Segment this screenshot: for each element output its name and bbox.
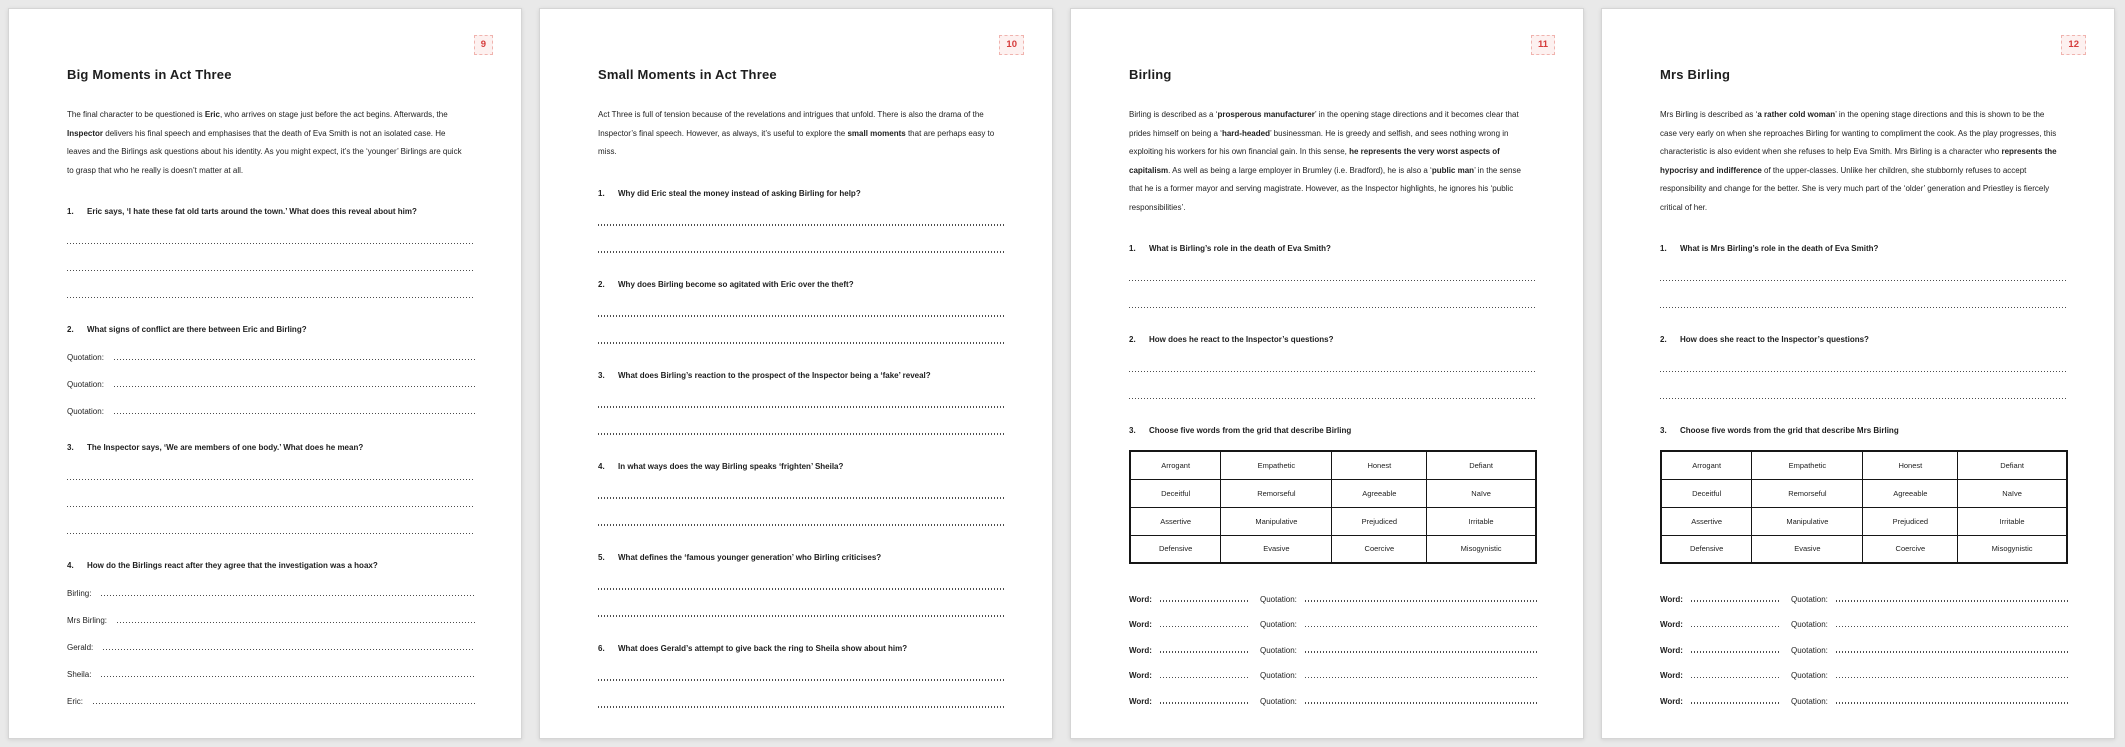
word-grid-row (1130, 535, 1536, 563)
dotted-rule (598, 615, 1006, 616)
word-grid-cell: Assertive (1130, 507, 1221, 535)
question (67, 560, 475, 571)
word-quotation-row (1129, 680, 1537, 706)
question (598, 279, 1006, 290)
dotted-rule (1691, 702, 1779, 703)
dotted-rule (67, 479, 475, 480)
dotted-rule (1691, 600, 1779, 601)
answer-line (598, 590, 1006, 617)
answer-label: Quotation: (67, 353, 104, 362)
dotted-rule (1660, 398, 2068, 399)
page-number-badge: 9 (474, 35, 493, 55)
paragraph-segment: The final character to be questioned is (67, 110, 205, 119)
paragraph-segment: hard-headed (1221, 128, 1270, 138)
dotted-rule (1160, 702, 1248, 703)
word-quotation-section (1129, 578, 1537, 706)
paragraph-segment: small moments (847, 128, 906, 138)
dotted-rule (1836, 677, 2068, 678)
dotted-rule (1660, 371, 2068, 372)
word-grid-cell: Empathetic (1752, 451, 1863, 479)
question-number: 3. (1660, 426, 1667, 435)
word-grid-cell: Empathetic (1221, 451, 1332, 479)
answer-label: Gerald: (67, 643, 94, 652)
dotted-rule (101, 676, 475, 677)
word-grid-row (1130, 507, 1536, 535)
word-grid-cell: Honest (1332, 451, 1427, 479)
paragraph-segment: Mrs Birling is described as ‘ (1660, 110, 1758, 119)
question-number: 4. (598, 461, 605, 471)
question-text: Why did Eric steal the money instead of asking Birling for help? (618, 188, 861, 198)
word-grid-cell: Agreeable (1863, 479, 1958, 507)
word-label: Word: (1129, 696, 1152, 706)
quotation-label: Quotation: (1790, 671, 1828, 680)
dotted-rule (1129, 398, 1537, 399)
word-grid-row (1661, 507, 2067, 535)
dotted-rule (598, 406, 1006, 407)
word-quotation-row (1129, 604, 1537, 630)
page-number-badge: 10 (999, 35, 1024, 55)
dotted-rule (67, 297, 475, 298)
word-grid-row (1661, 451, 2067, 479)
word-label: Word: (1660, 620, 1683, 629)
answer-label: Eric: (67, 697, 83, 706)
dotted-rule (1305, 651, 1537, 652)
question-number: 3. (598, 370, 605, 380)
answer-label: Birling: (67, 589, 92, 598)
word-label: Word: (1129, 594, 1152, 604)
answer-line (598, 563, 1006, 590)
question-text: In what ways does the way Birling speaks ‘frighten’ Sheila? (618, 461, 844, 471)
word-grid-cell: Arrogant (1661, 451, 1752, 479)
answer-line (67, 453, 475, 480)
paragraph-segment: he represents the very worst aspects of capitalism (1129, 147, 1500, 175)
word-grid-cell: Remorseful (1752, 479, 1863, 507)
labeled-answer-row (67, 625, 475, 652)
page-title: Birling (1129, 67, 1172, 82)
question-number: 2. (67, 325, 74, 334)
question-text: The Inspector says, ‘We are members of one body.’ What does he mean? (87, 443, 364, 452)
question-text: Why does Birling become so agitated with Eric over the theft? (618, 279, 854, 289)
question-number: 3. (1129, 426, 1136, 435)
answer-line (598, 381, 1006, 408)
word-quotation-row (1660, 578, 2068, 604)
question (598, 643, 1006, 654)
question (598, 370, 1006, 381)
question-text: What is Mrs Birling’s role in the death of Eva Smith? (1680, 244, 1879, 253)
question-text: What does Gerald’s attempt to give back the ring to Sheila show about him? (618, 643, 908, 653)
paragraph-segment: of the upper-classes. Unlike her children, she stubbornly refuses to accept responsibility and change for the better. She is very much part of the ‘older’ generation and Priestley is fiercely critical of her. (1660, 165, 2050, 212)
intro-paragraph (67, 106, 465, 180)
question-number: 1. (1129, 244, 1136, 253)
word-grid-cell: Assertive (1661, 507, 1752, 535)
answer-line (1129, 345, 1537, 372)
answer-label: Mrs Birling: (67, 616, 108, 625)
intro-paragraph (1129, 106, 1527, 217)
dotted-rule (598, 679, 1006, 680)
answer-line (1660, 372, 2068, 399)
dotted-rule (1836, 702, 2068, 703)
dotted-rule (598, 524, 1006, 525)
word-grid-cell: Evasive (1752, 535, 1863, 563)
dotted-rule (114, 386, 475, 387)
word-quotation-row (1660, 680, 2068, 706)
question-text: How does he react to the Inspector’s questions? (1149, 335, 1334, 344)
paragraph-segment: ’ businessman. He is greedy and selfish, and sees nothing wrong in exploiting his workers for his own financial gain. In this sense, (1129, 128, 1509, 156)
answer-line (1660, 254, 2068, 281)
intro-paragraph (1660, 106, 2058, 217)
labeled-answer-row (67, 571, 475, 598)
dotted-rule (67, 506, 475, 507)
word-quotation-row (1660, 655, 2068, 681)
word-grid-cell: Agreeable (1332, 479, 1427, 507)
answer-line (67, 244, 475, 271)
dotted-rule (101, 595, 475, 596)
dotted-rule (598, 342, 1006, 343)
word-grid-cell: Manipulative (1221, 507, 1332, 535)
labeled-answer-row (67, 389, 475, 416)
quotation-label: Quotation: (1259, 620, 1297, 629)
question (1129, 334, 1537, 345)
quotation-label: Quotation: (1259, 671, 1297, 680)
paragraph-segment: , who arrives on stage just before the act begins. Afterwards, the (219, 110, 448, 119)
dotted-rule (1160, 651, 1248, 652)
question-number: 4. (67, 561, 74, 570)
word-grid-cell: Naïve (1427, 479, 1536, 507)
paragraph-segment: represents the hypocrisy and indifference (1660, 147, 2057, 175)
word-grid-cell: Coercive (1332, 535, 1427, 563)
dotted-rule (67, 533, 475, 534)
answer-line (67, 480, 475, 507)
question-number: 3. (67, 443, 74, 452)
question (1660, 243, 2068, 254)
dotted-rule (1836, 600, 2068, 601)
dotted-rule (67, 243, 475, 244)
answer-line (1129, 372, 1537, 399)
paragraph-segment: . As well as being a large employer in Brumley (i.e. Bradford), he is also a ‘ (1168, 165, 1432, 175)
word-grid-cell: Irritable (1958, 507, 2067, 535)
dotted-rule (1836, 651, 2068, 652)
paragraph-segment: prosperous manufacturer (1217, 110, 1315, 119)
word-quotation-row (1129, 629, 1537, 655)
page-title: Small Moments in Act Three (598, 67, 777, 82)
word-grid-cell: Defensive (1130, 535, 1221, 563)
question (67, 206, 475, 217)
word-label: Word: (1660, 696, 1683, 706)
paragraph-segment: ’ in the sense that he is a former mayor and serving magistrate. However, as the Inspector highlights, he ignores his ‘public responsibilities’. (1129, 165, 1521, 212)
answer-line (598, 199, 1006, 226)
word-grid-cell: Coercive (1863, 535, 1958, 563)
paragraph-segment: that are perhaps easy to miss. (598, 128, 995, 156)
worksheet-page (539, 8, 1053, 739)
dotted-rule (1160, 626, 1248, 627)
page-number-badge: 12 (2061, 35, 2086, 55)
worksheet-page (1601, 8, 2115, 739)
answer-line (67, 217, 475, 244)
dotted-rule (93, 703, 475, 704)
word-quotation-row (1660, 604, 2068, 630)
question (1660, 334, 2068, 345)
labeled-answer-row (67, 335, 475, 362)
dotted-rule (1305, 600, 1537, 601)
dotted-rule (1129, 371, 1537, 372)
quotation-label: Quotation: (1790, 696, 1828, 706)
dotted-rule (598, 497, 1006, 498)
answer-line (1129, 281, 1537, 308)
quotation-label: Quotation: (1790, 594, 1828, 604)
quotation-label: Quotation: (1259, 594, 1297, 604)
word-quotation-row (1660, 629, 2068, 655)
question-text: How do the Birlings react after they agree that the investigation was a hoax? (87, 561, 378, 570)
labeled-answer-row (67, 679, 475, 706)
answer-line (598, 654, 1006, 681)
question (1660, 425, 2068, 436)
word-grid-cell: Prejudiced (1332, 507, 1427, 535)
dotted-rule (1305, 702, 1537, 703)
answer-line (598, 317, 1006, 344)
page-number-badge: 11 (1531, 35, 1555, 55)
answer-line (1660, 345, 2068, 372)
dotted-rule (598, 588, 1006, 589)
answer-line (598, 408, 1006, 435)
dotted-rule (1305, 626, 1537, 627)
question (1129, 425, 1537, 436)
page-title: Big Moments in Act Three (67, 67, 232, 82)
labeled-answer-row (67, 362, 475, 389)
dotted-rule (1660, 280, 2068, 281)
dotted-rule (598, 433, 1006, 434)
dotted-rule (598, 224, 1006, 225)
dotted-rule (117, 622, 475, 623)
quotation-label: Quotation: (1790, 645, 1828, 655)
dotted-rule (598, 315, 1006, 316)
word-grid-cell: Misogynistic (1427, 535, 1536, 563)
answer-line (598, 472, 1006, 499)
dotted-rule (114, 413, 475, 414)
answer-line (598, 290, 1006, 317)
paragraph-segment: Act Three is full of tension because of the revelations and intrigues that unfold. There is also the drama of the Inspector’s final speech. However, as always, it’s useful to explore the (598, 110, 984, 138)
word-grid-cell: Honest (1863, 451, 1958, 479)
labeled-answer-row (67, 598, 475, 625)
question-text: What signs of conflict are there between Eric and Birling? (87, 325, 307, 334)
dotted-rule (1129, 307, 1537, 308)
quotation-label: Quotation: (1259, 696, 1297, 706)
dotted-rule (1129, 280, 1537, 281)
question (1129, 243, 1537, 254)
dotted-rule (103, 649, 475, 650)
answer-line (67, 271, 475, 298)
question-text: How does she react to the Inspector’s questions? (1680, 335, 1869, 344)
word-grid-cell: Deceitful (1130, 479, 1221, 507)
question-number: 1. (1660, 244, 1667, 253)
word-grid-cell: Manipulative (1752, 507, 1863, 535)
question-text: Choose five words from the grid that describe Birling (1149, 426, 1352, 435)
intro-paragraph (598, 106, 996, 162)
word-grid-cell: Defiant (1958, 451, 2067, 479)
word-label: Word: (1129, 645, 1152, 655)
word-label: Word: (1660, 594, 1683, 604)
question-number: 1. (598, 188, 605, 198)
dotted-rule (1836, 626, 2068, 627)
dotted-rule (67, 270, 475, 271)
word-grid-cell: Remorseful (1221, 479, 1332, 507)
question (598, 461, 1006, 472)
word-grid-table (1129, 450, 1537, 564)
answer-label: Quotation: (67, 380, 104, 389)
question-number: 2. (1129, 335, 1136, 344)
dotted-rule (1160, 677, 1248, 678)
question-number: 5. (598, 552, 605, 562)
question (67, 324, 475, 335)
paragraph-segment: ’ in the opening stage directions and it becomes clear that prides himself on being a ‘ (1129, 110, 1519, 138)
worksheet-page (1070, 8, 1584, 739)
word-label: Word: (1660, 671, 1683, 680)
paragraph-segment: ’ in the opening stage directions and this is shown to be the case very early on when she reproaches Birling for wanting to compliment the cook. As the play progresses, this characteristic is also evident when she refuses to help Eva Smith. Mrs Birling is a character who (1660, 110, 2057, 156)
word-grid-cell: Arrogant (1130, 451, 1221, 479)
answer-label: Sheila: (67, 670, 92, 679)
word-grid-cell: Evasive (1221, 535, 1332, 563)
paragraph-segment: a rather cold woman (1757, 110, 1836, 119)
answer-line (67, 507, 475, 534)
question-number: 2. (598, 279, 605, 289)
answer-label: Quotation: (67, 407, 104, 416)
dotted-rule (1160, 600, 1248, 601)
paragraph-segment: public man (1431, 165, 1475, 175)
word-grid-cell: Deceitful (1661, 479, 1752, 507)
answer-line (598, 681, 1006, 708)
question-text: What defines the ‘famous younger generation’ who Birling criticises? (618, 552, 882, 562)
question (67, 442, 475, 453)
word-quotation-section (1660, 578, 2068, 706)
quotation-label: Quotation: (1790, 620, 1828, 629)
word-grid-cell: Irritable (1427, 507, 1536, 535)
word-grid-table (1660, 450, 2068, 564)
word-label: Word: (1660, 645, 1683, 655)
answer-line (598, 226, 1006, 253)
word-label: Word: (1129, 671, 1152, 680)
page-title: Mrs Birling (1660, 67, 1731, 82)
question-number: 6. (598, 643, 605, 653)
worksheet-page (8, 8, 522, 739)
answer-line (1129, 254, 1537, 281)
question-text: Choose five words from the grid that describe Mrs Birling (1680, 426, 1899, 435)
word-grid-cell: Prejudiced (1863, 507, 1958, 535)
word-grid-row (1130, 451, 1536, 479)
dotted-rule (1691, 651, 1779, 652)
question-number: 2. (1660, 335, 1667, 344)
paragraph-segment: Inspector (67, 128, 104, 138)
dotted-rule (1691, 626, 1779, 627)
paragraph-segment: Eric (204, 110, 220, 119)
paragraph-segment: delivers his final speech and emphasises that the death of Eva Smith is not an isolated case. He leaves and the Birlings ask questions about his identity. As you might expect, it’s the ‘younger’ Birlings are quick to grasp that who he really is doesn’t matter at all. (67, 128, 462, 175)
question-text: What does Birling’s reaction to the prospect of the Inspector being a ‘fake’ reveal? (618, 370, 931, 380)
quotation-label: Quotation: (1259, 645, 1297, 655)
answer-line (598, 499, 1006, 526)
word-label: Word: (1129, 620, 1152, 629)
word-grid-cell: Defensive (1661, 535, 1752, 563)
word-grid-cell: Defiant (1427, 451, 1536, 479)
question (598, 188, 1006, 199)
question-number: 1. (67, 207, 74, 216)
dotted-rule (598, 251, 1006, 252)
word-grid-cell: Naïve (1958, 479, 2067, 507)
word-quotation-row (1129, 578, 1537, 604)
word-grid-row (1661, 479, 2067, 507)
word-grid-row (1661, 535, 2067, 563)
dotted-rule (1660, 307, 2068, 308)
answer-line (1660, 281, 2068, 308)
question-text: What is Birling’s role in the death of Eva Smith? (1149, 244, 1331, 253)
dotted-rule (1691, 677, 1779, 678)
word-quotation-row (1129, 655, 1537, 681)
dotted-rule (1305, 677, 1537, 678)
question-text: Eric says, ‘I hate these fat old tarts around the town.’ What does this reveal about him? (87, 207, 417, 216)
dotted-rule (114, 359, 475, 360)
paragraph-segment: Birling is described as a ‘ (1129, 110, 1218, 119)
word-grid-cell: Misogynistic (1958, 535, 2067, 563)
word-grid-row (1130, 479, 1536, 507)
dotted-rule (598, 706, 1006, 707)
question (598, 552, 1006, 563)
labeled-answer-row (67, 652, 475, 679)
